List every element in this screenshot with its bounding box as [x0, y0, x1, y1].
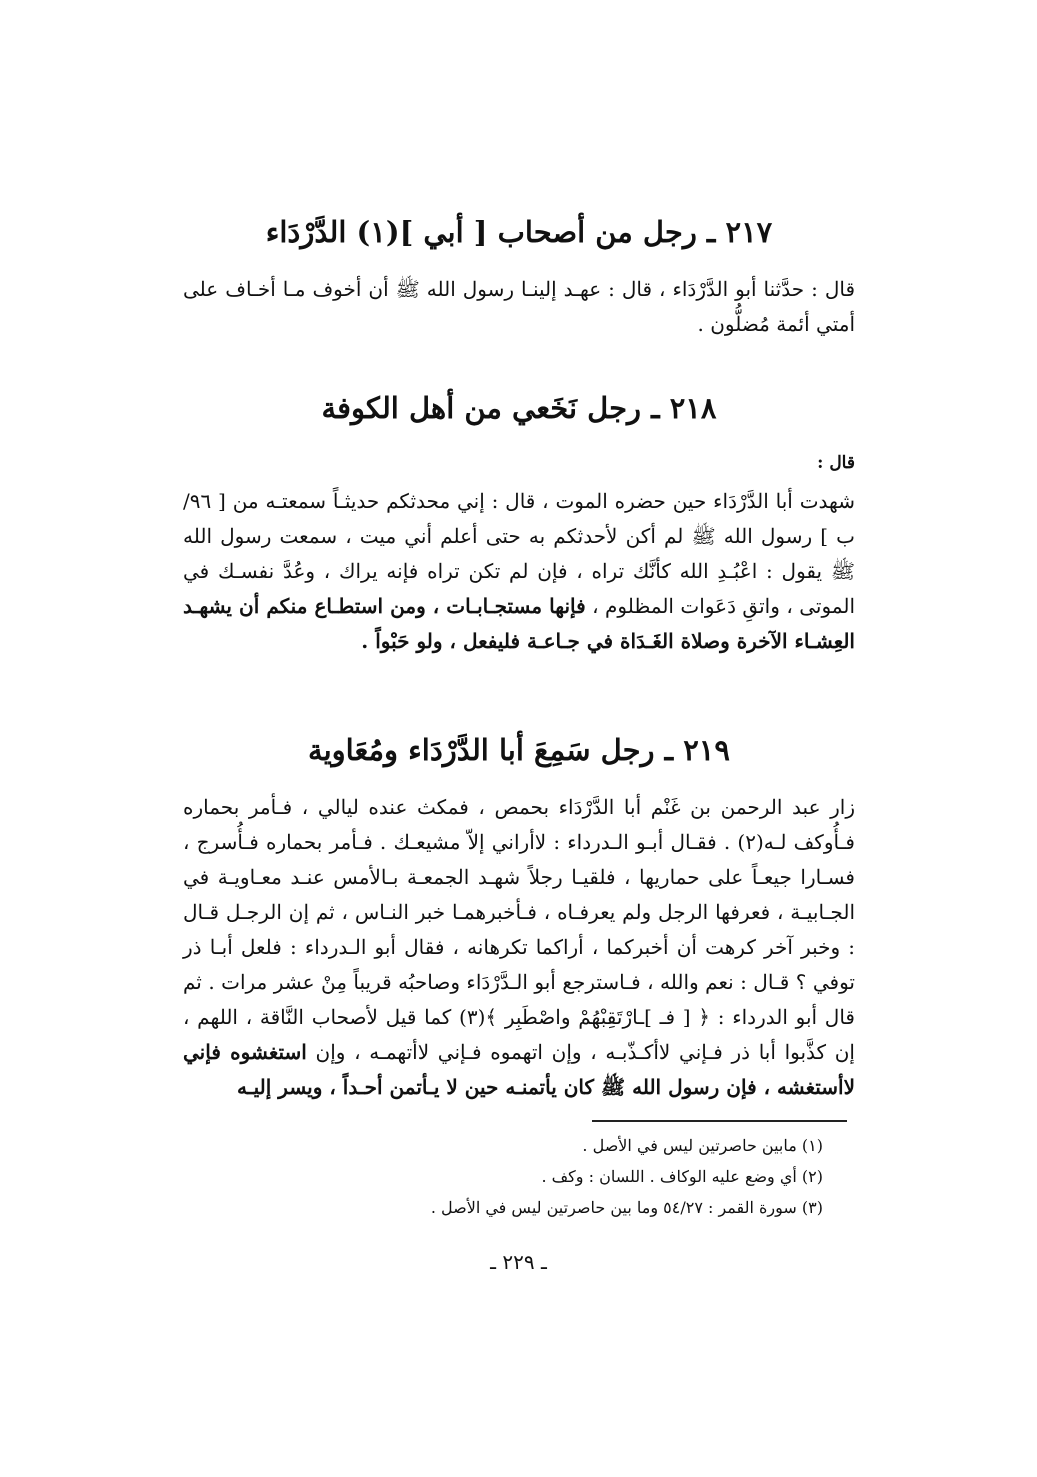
footnote-2: (٢) أي وضع عليه الوكاف . اللسان : وكف . [541, 1167, 823, 1186]
section-217-heading: ٢١٧ ـ رجل من أصحاب [ أبي ](١) الدَّرْدَاء [265, 215, 773, 249]
section-218-heading: ٢١٨ ـ رجل نَخَعي من أهل الكوفة [321, 391, 717, 425]
section-218-text-bold: فإنها مستجـابـات ، ومن استطـاع منكم أن يشهـد العِشـاء الآخرة وصلاة الغَـدَاة في جـاعـة فليفعل ، ولو حَبْواً . [183, 594, 855, 653]
section-218-label: قال : [817, 453, 855, 473]
section-219-paragraph [183, 790, 855, 1105]
section-218-paragraph [183, 484, 855, 659]
section-218-body [183, 450, 855, 659]
footnote-1: (١) مابين حاصرتين ليس في الأصل . [582, 1136, 823, 1155]
section-219-body [183, 790, 855, 1105]
footnote-divider [592, 1120, 847, 1122]
page-number: ـ ٢٢٩ ـ [490, 1250, 547, 1274]
footnote-3: (٣) سورة القمر : ٥٤/٢٧ وما بين حاصرتين ليس في الأصل . [430, 1198, 823, 1217]
section-219-text-bold: استغشوه فإني لاأستغشه ، فإن رسول الله ﷺ كان يأتمنـه حين لا يـأتمن أحـداً ، ويسر إليـه [183, 1040, 855, 1099]
section-218-text-plain: شهدت أبا الدَّرْدَاء حين حضره الموت ، قال : إني محدثكم حديثـاً سمعتـه من [ ٩٦/ب ] رسول الله ﷺ لم أكن لأحدثكم به حتى أعلم أني ميت ، سمعت رسول الله ﷺ يقول : اعْبُـدِ الله كأنَّك تراه ، فإن لم تكن تراه فإنه يراك ، وعُدَّ نفسـك في الموتى ، واتقِ دَعَوات المظلوم ، [183, 489, 856, 618]
section-217-paragraph: قال : حدَّثنا أبو الدَّرْدَاء ، قال : عهـد إلينـا رسول الله ﷺ أن أخوف مـا أخـاف على أمتي أئمة مُضلُّون . [183, 277, 856, 336]
section-219-text-plain: زار عبد الرحمن بن غَنْم أبا الدَّرْدَاء بحمص ، فمكث عنده ليالي ، فـأمر بحماره فـأُوكف لـه(٢) . فقـال أبـو الـدرداء : لاأراني إلاّ مشيعـك . فـأمر بحماره فـأُسرج ، فسـارا جيعـاً على حماريها ، فلقيـا رجلاً شهـد الجمعـة بـالأمس عنـد معـاويـة في الجـابيـة ، فعرفها الرجل ولم يعرفـاه ، فـأخبرهمـا خبر النـاس ، ثم إن الرجـل قـال : وخبر آخر كرهت أن أخبركما ، أراكما تكرهانه ، فقال أبو الـدرداء : فلعل أبـا ذر توفي ؟ قـال : نعم والله ، فـاسترجع أبو الـدَّرْدَاء وصاحبُه قريباً مِنْ عشر مرات . ثم قال أبو الدرداء : ﴿ [ فـ ]ـارْتَقِبْهُمْ واصْطَبِر ﴾(٣) كما قيل لأصحاب النَّاقة ، اللهم ، إن كذَّبوا أبا ذر فـإني لاأكـذّبـه ، وإن اتهموه فـإني لاأتهمـه ، وإن [183, 795, 855, 1064]
section-217-body [183, 272, 855, 342]
section-219-heading: ٢١٩ ـ رجل سَمِعَ أبا الدَّرْدَاء ومُعَاوية [308, 733, 730, 767]
